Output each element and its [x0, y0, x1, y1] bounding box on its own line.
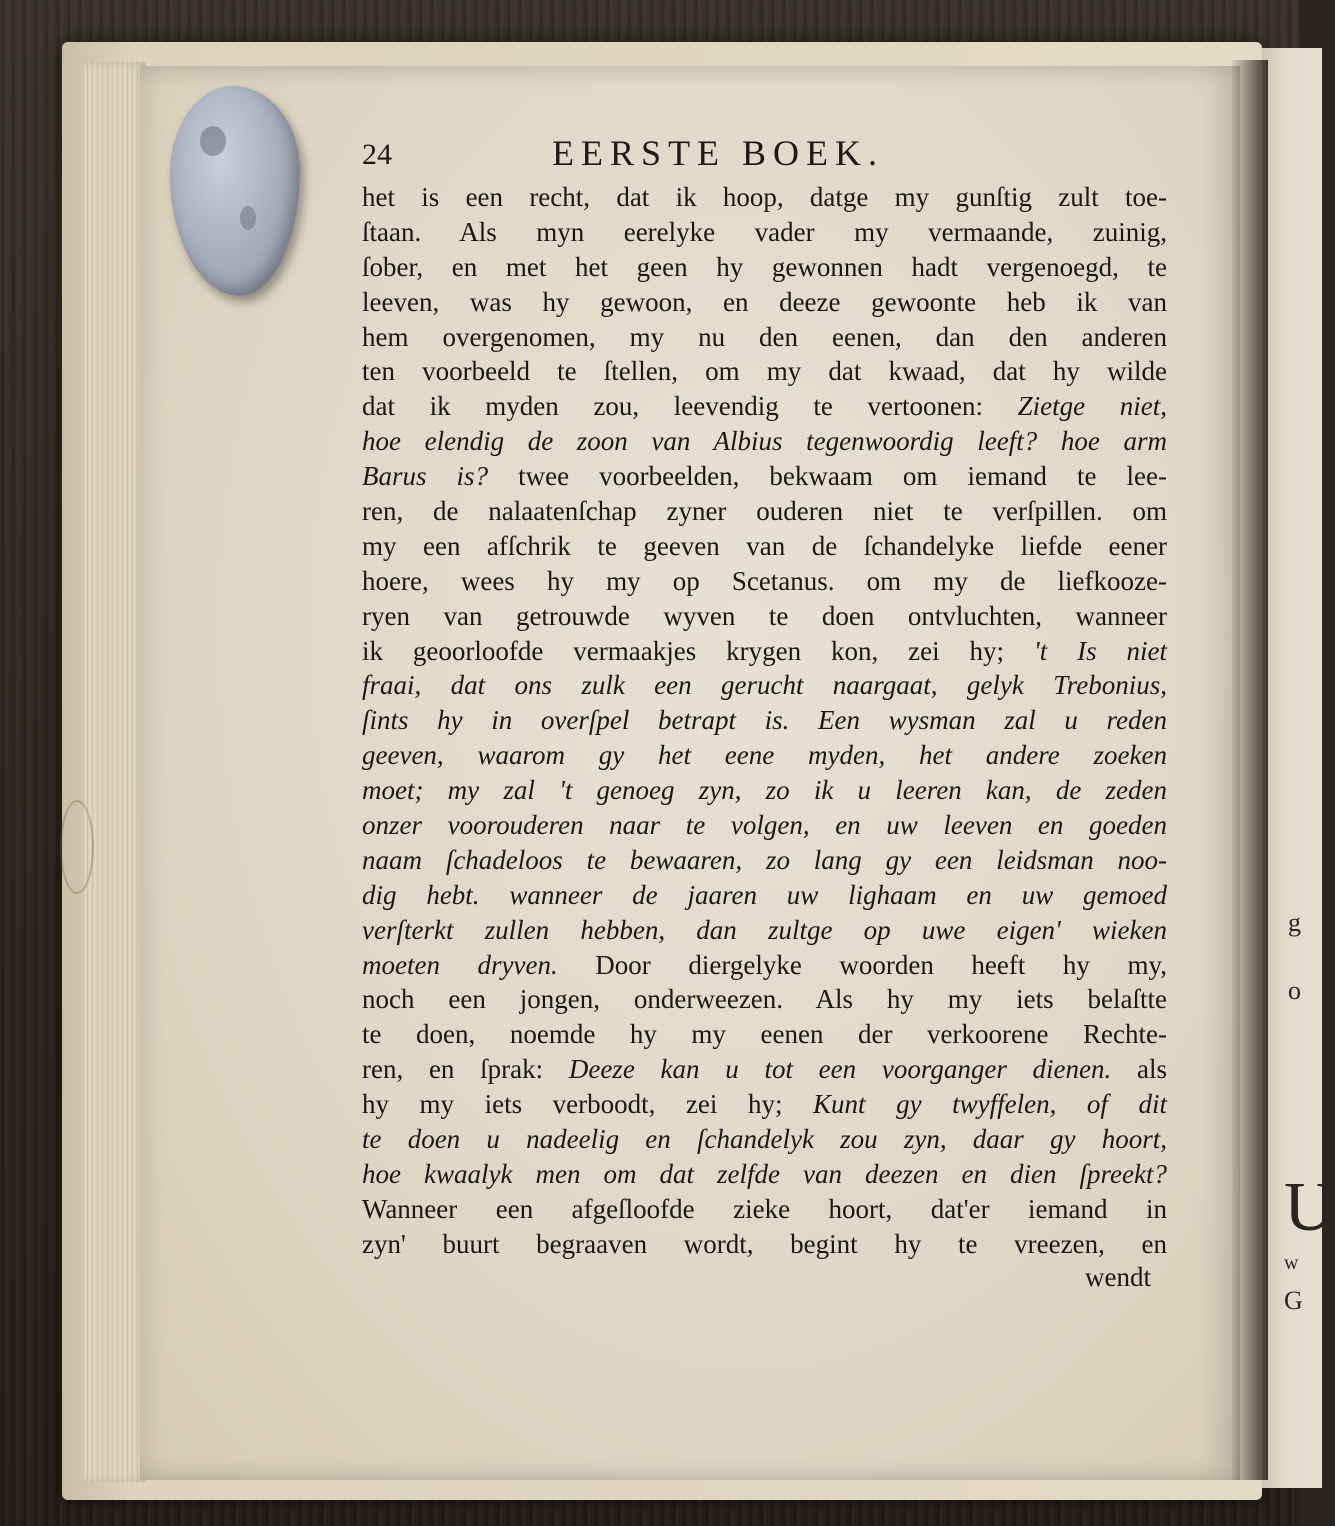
text-line [362, 285, 1167, 320]
text-line [362, 529, 1167, 564]
italic-text: fraai, dat ons zulk een gerucht naargaat, gelyk Trebonius, [362, 670, 1167, 701]
page-stack [84, 62, 146, 1482]
italic-text: onzer voorouderen naar te volgen, en uw leeven en goeden [362, 810, 1167, 841]
italic-text: 't Is niet [1033, 635, 1167, 666]
roman-text: noch een jongen, onderweezen. Als hy my iets belaſtte [362, 984, 1167, 1015]
text-line [362, 808, 1167, 843]
text-line [362, 599, 1167, 634]
text-line [362, 843, 1167, 878]
roman-text: hoere, wees hy my op Scetanus. om my de liefkooze- [362, 565, 1167, 596]
facing-page-fragment: o [1288, 976, 1301, 1005]
text-line [362, 1087, 1167, 1122]
gutter-shadow [1232, 60, 1268, 1480]
text-line [362, 1052, 1167, 1087]
text-line [362, 494, 1167, 529]
text-line [362, 424, 1167, 459]
roman-text: als [1111, 1054, 1167, 1085]
roman-text: leeven, was hy gewoon, en deeze gewoonte heb ik van [362, 286, 1167, 317]
page-header [362, 132, 1172, 182]
italic-text: hoe elendig de zoon van Albius tegenwoordig leeft? hoe arm [362, 426, 1167, 457]
text-line [362, 1157, 1167, 1192]
roman-text: ſober, en met het geen hy gewonnen hadt vergenoegd, te [362, 251, 1167, 282]
page-number: 24 [362, 138, 392, 171]
roman-text: Wanneer een afgeſloofde zieke hoort, dat'er iemand in [362, 1193, 1167, 1224]
roman-text: ren, de nalaatenſchap zyner ouderen niet te verſpillen. om [362, 496, 1167, 527]
italic-text: ſints hy in overſpel betrapt is. Een wysman zal u reden [362, 705, 1167, 736]
italic-text: moeten dryven. [362, 949, 558, 980]
italic-text: geeven, waarom gy het eene myden, het andere zoeken [362, 740, 1167, 771]
text-line [362, 180, 1167, 215]
italic-text: hoe kwaalyk men om dat zelfde van deezen en dien ſpreekt? [362, 1158, 1167, 1189]
italic-text: Deeze kan u tot een voorganger dienen. [568, 1054, 1112, 1085]
roman-text: dat ik myden zou, leevendig te vertoonen: [362, 391, 1018, 422]
text-line [362, 1122, 1167, 1157]
text-line [362, 913, 1167, 948]
catchword: wendt [1085, 1262, 1151, 1292]
roman-text: te doen, noemde hy my eenen der verkoorene Rechte- [362, 1019, 1167, 1050]
facing-page [1262, 48, 1335, 1488]
italic-text: dig hebt. wanneer de jaaren uw lighaam en uw gemoed [362, 879, 1167, 910]
text-line [362, 320, 1167, 355]
text-line [362, 250, 1167, 285]
roman-text: ten voorbeeld te ſtellen, om my dat kwaad, dat hy wilde [362, 356, 1167, 387]
roman-text: hy my iets verboodt, zei hy; [362, 1089, 814, 1120]
italic-text: Kunt gy twyffelen, of dit [813, 1089, 1167, 1120]
roman-text: het is een recht, dat ik hoop, datge my gunſtig zult toe- [362, 182, 1167, 212]
body-text [362, 180, 1167, 1262]
roman-text: my een afſchrik te geeven van de ſchandelyke liefde eener [362, 530, 1167, 561]
text-line [362, 459, 1167, 494]
italic-text: moet; my zal 't genoeg zyn, zo ik u leeren kan, de zeden [362, 775, 1167, 806]
text-line [362, 564, 1167, 599]
italic-text: verſterkt zullen hebben, dan zultge op uwe eigen' wieken [362, 914, 1167, 945]
roman-text: ren, en ſprak: [362, 1054, 569, 1085]
roman-text: ſtaan. Als myn eerelyke vader my vermaande, zuinig, [362, 216, 1167, 247]
facing-page-fragment: g [1288, 908, 1301, 937]
text-line [362, 1017, 1167, 1052]
water-stain [60, 800, 94, 894]
facing-page-fragment: U [1284, 1169, 1335, 1246]
text-line [362, 354, 1167, 389]
roman-text: twee voorbeelden, bekwaam om iemand te lee- [488, 461, 1167, 492]
text-line [362, 634, 1167, 669]
running-head: EERSTE BOEK. [552, 133, 884, 173]
text-line [362, 703, 1167, 738]
text-line [362, 982, 1167, 1017]
text-line [362, 668, 1167, 703]
text-line [362, 948, 1167, 983]
italic-text: naam ſchadeloos te bewaaren, zo lang gy een leidsman noo- [362, 844, 1167, 875]
text-line [362, 1192, 1167, 1227]
facing-page-fragment: G [1284, 1286, 1303, 1315]
text-line [362, 1227, 1167, 1262]
text-line [362, 773, 1167, 808]
roman-text: hem overgenomen, my nu den eenen, dan den anderen [362, 321, 1167, 352]
text-line [362, 389, 1167, 424]
text-line [362, 215, 1167, 250]
roman-text: Door diergelyke woorden heeft hy my, [557, 949, 1167, 980]
facing-page-fragment: w [1284, 1252, 1299, 1274]
italic-text: te doen u nadeelig en ſchandelyk zou zyn, daar gy hoort, [362, 1124, 1167, 1155]
italic-text: Barus is? [362, 461, 489, 492]
roman-text: ryen van getrouwde wyven te doen ontvluchten, wanneer [362, 600, 1167, 631]
italic-text: Zietge niet, [1017, 391, 1167, 422]
text-line [362, 738, 1167, 773]
roman-text: zyn' buurt begraaven wordt, begint hy te vreezen, en [362, 1228, 1167, 1259]
roman-text: ik geoorloofde vermaakjes krygen kon, zei hy; [362, 635, 1034, 666]
text-line [362, 878, 1167, 913]
